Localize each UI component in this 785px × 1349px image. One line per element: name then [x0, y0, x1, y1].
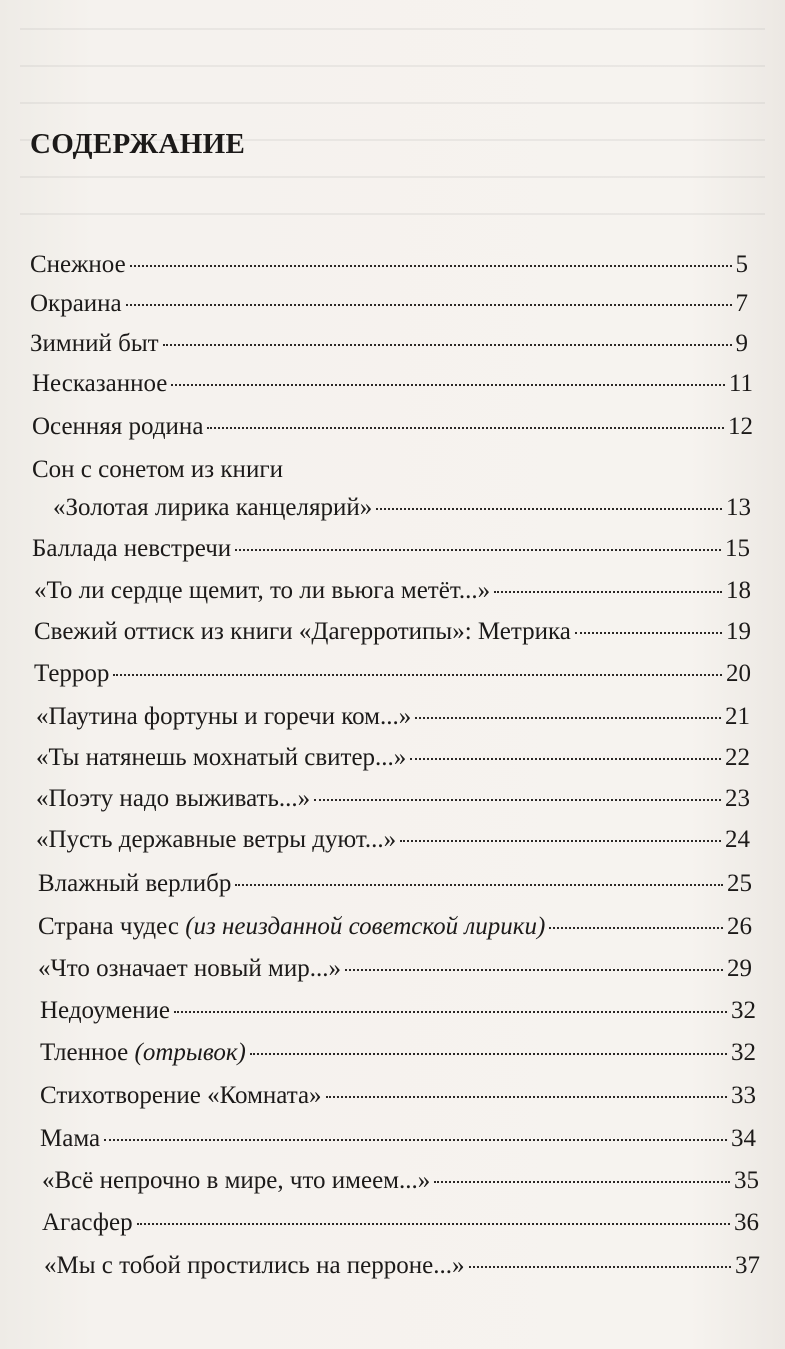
toc-entry [42, 1208, 759, 1238]
page-title: СОДЕРЖАНИЕ [30, 128, 246, 160]
toc-entry-page: 19 [726, 618, 751, 645]
toc-entry-title: Агасфер [42, 1209, 133, 1236]
toc-entry-title-line1: Сон с сонетом из книги [32, 456, 283, 483]
toc-entry [32, 412, 753, 442]
toc-entry-title: «Ты натянешь мохнатый свитер...» [36, 744, 407, 771]
toc-entry-title: Снежное [30, 251, 126, 278]
toc-entry [36, 825, 750, 855]
dot-leader [549, 927, 723, 929]
toc-entry-page: 12 [728, 413, 753, 440]
toc-entry-page: 32 [731, 1039, 756, 1066]
toc-entry-title: Стихотворение «Комната» [40, 1082, 322, 1109]
toc-entry-page: 13 [726, 494, 751, 521]
toc-entry-title: Мама [40, 1125, 101, 1152]
toc-entry-page: 5 [735, 251, 748, 278]
toc-entry-title: «Всё непрочно в мире, что имеем...» [42, 1167, 431, 1194]
toc-entry-page: 24 [725, 826, 750, 853]
dot-leader [171, 384, 725, 386]
dot-leader [207, 427, 724, 429]
toc-entry [36, 743, 750, 773]
toc-entry-page: 7 [735, 290, 748, 317]
toc-entry-page: 37 [735, 1252, 760, 1279]
dot-leader [376, 508, 722, 510]
toc-entry-title: «Золотая лирика канцелярий» [53, 494, 373, 521]
toc-entry-page: 29 [727, 955, 752, 982]
dot-leader [174, 1011, 727, 1013]
toc-entry [38, 912, 752, 942]
toc-entry [34, 659, 751, 689]
toc-entry-page: 11 [728, 370, 753, 397]
toc-entry-page: 26 [727, 913, 752, 940]
toc-entry-page: 34 [731, 1125, 756, 1152]
dot-leader [494, 591, 722, 593]
toc-entry-page: 23 [725, 785, 750, 812]
toc-entry-title: «Паутина фортуны и горечи ком...» [36, 703, 412, 730]
toc-entry-note: (из неизданной советской лирики) [185, 913, 546, 940]
toc-entry-title: «Пусть державные ветры дуют...» [36, 826, 397, 853]
toc-entry-page: 32 [731, 997, 756, 1024]
toc-entry-note: (отрывок) [134, 1039, 246, 1066]
toc-entry-title: «То ли сердце щемит, то ли вьюга метёт...» [34, 577, 491, 604]
dot-leader [314, 799, 721, 801]
dot-leader [250, 1053, 727, 1055]
toc-entry-page: 35 [734, 1167, 759, 1194]
toc-entry-page: 36 [734, 1209, 759, 1236]
dot-leader [575, 632, 722, 634]
toc-entry-title: Влажный верлибр [38, 870, 232, 897]
toc-entry-title: Зимний быт [30, 330, 159, 357]
toc-entry [42, 1166, 759, 1196]
toc-entry-title: Свежий оттиск из книги «Дагерротипы»: Метрика [34, 618, 571, 645]
toc-entry [30, 329, 748, 359]
dot-leader [235, 884, 723, 886]
toc-entry [30, 250, 748, 280]
toc-entry-title: «Мы с тобой простились на перроне...» [44, 1252, 465, 1279]
toc-entry [36, 784, 750, 814]
toc-entry-page: 33 [731, 1082, 756, 1109]
toc-entry [40, 1081, 756, 1111]
toc-entry [44, 1251, 760, 1281]
toc-entry-title: Террор [34, 660, 110, 687]
dot-leader [415, 717, 721, 719]
toc-entry-page: 21 [725, 703, 750, 730]
toc-entry [40, 996, 756, 1026]
toc-entry [34, 576, 751, 606]
toc-entry-title: «Что означает новый мир...» [38, 955, 341, 982]
dot-leader [469, 1266, 732, 1268]
toc-entry [40, 1124, 756, 1154]
toc-entry-title: Окраина [30, 290, 122, 317]
toc-entry-page: 20 [726, 660, 751, 687]
toc-entry-page: 9 [735, 330, 748, 357]
dot-leader [400, 840, 721, 842]
toc-entry [36, 702, 750, 732]
toc-entry-page: 22 [725, 744, 750, 771]
toc-entry-page: 18 [726, 577, 751, 604]
toc-entry-page: 25 [727, 870, 752, 897]
toc-entry-page: 15 [725, 535, 750, 562]
toc-entry [40, 1038, 756, 1068]
dot-leader [137, 1223, 730, 1225]
toc-entry [34, 617, 751, 647]
dot-leader [126, 304, 732, 306]
dot-leader [434, 1181, 730, 1183]
dot-leader [130, 265, 732, 267]
dot-leader [113, 674, 722, 676]
toc-entry-title: Осенняя родина [32, 413, 204, 440]
toc-entry [30, 289, 748, 319]
toc-entry [38, 954, 752, 984]
dot-leader [410, 758, 721, 760]
toc-entry-title: Страна чудес (из неизданной советской лирики) [38, 913, 546, 940]
toc-entry-title: Баллада невстречи [32, 535, 232, 562]
toc-entry-title: «Поэту надо выживать...» [36, 785, 311, 812]
dot-leader [326, 1096, 727, 1098]
toc-entry [53, 493, 751, 523]
dot-leader [104, 1139, 727, 1141]
dot-leader [163, 344, 732, 346]
toc-entry [32, 369, 753, 399]
toc-entry-title: Тленное (отрывок) [40, 1039, 246, 1066]
toc-entry-title: Недоумение [40, 997, 171, 1024]
dot-leader [345, 969, 723, 971]
toc-entry-title: Несказанное [32, 370, 168, 397]
dot-leader [235, 549, 721, 551]
toc-entry [38, 869, 752, 899]
toc-entry [32, 534, 750, 564]
